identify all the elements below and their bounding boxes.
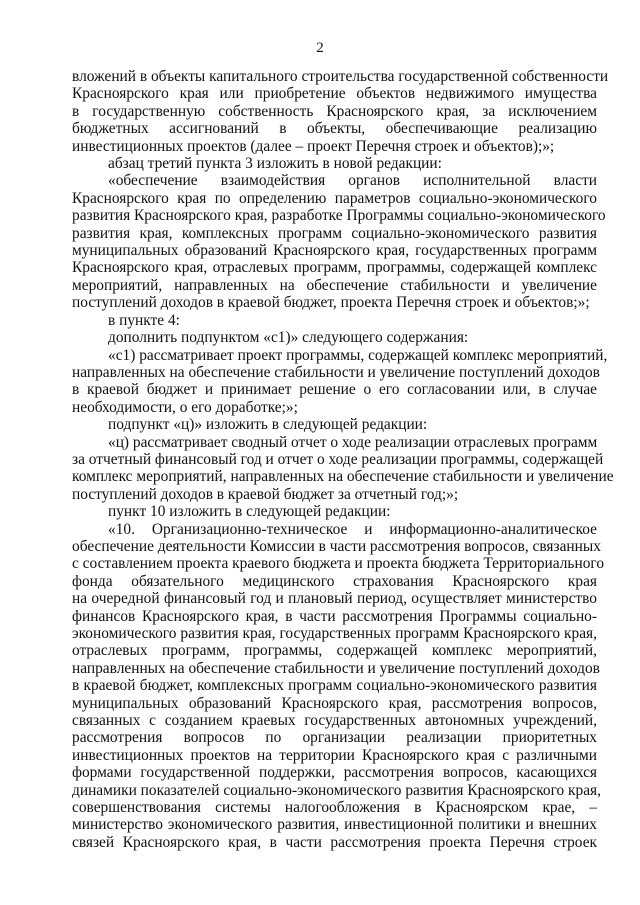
text-line: с составлением проекта краевого бюджета и проекта бюджета Территориального — [72, 555, 605, 573]
text-line: инвестиционных проектов (далее – проект Перечня строек и объектов);»; — [72, 137, 555, 155]
text-line: «10. Организационно-техническое и информационно-аналитическое — [108, 520, 597, 538]
text-line: Красноярского края по определению параметров социально-экономического — [72, 189, 597, 207]
text-line: инвестиционных проектов на территории Красноярского края с различными — [72, 746, 597, 764]
document-body — [72, 68, 614, 851]
text-line: развития Красноярского края, разработке Программы социально-экономического — [72, 207, 606, 225]
text-line: экономического развития края, государственных программ Красноярского края, — [72, 625, 597, 642]
text-line: абзац третий пункта 3 изложить в новой редакции: — [108, 155, 442, 173]
text-line: направленных на обеспечение стабильности и увеличение поступлений доходов — [72, 363, 600, 381]
text-line: муниципальных образований Красноярского края, рассмотрения вопросов, — [72, 694, 597, 712]
text-line: подпункт «ц)» изложить в следующей редакции: — [108, 416, 428, 434]
text-line: рассмотрения вопросов по организации реализации приоритетных — [72, 729, 597, 747]
text-line: Красноярского края или приобретение объектов недвижимого имущества — [72, 85, 597, 103]
text-line: «обеспечение взаимодействия органов исполнительной власти — [108, 172, 597, 190]
text-line: в государственную собственность Красноярского края, за исключением — [72, 102, 597, 120]
text-line: развития края, комплексных программ социально-экономического развития — [72, 224, 597, 242]
text-line: «ц) рассматривает сводный отчет о ходе реализации отраслевых программ — [108, 433, 598, 451]
text-line: за отчетный финансовый год и отчет о ходе реализации программы, содержащей — [72, 450, 604, 468]
text-line: финансов Красноярского края, в части рассмотрения Программы социально- — [72, 607, 597, 625]
text-line: в краевой бюджет и принимает решение о его согласовании или, в случае — [72, 381, 597, 399]
text-line: Красноярского края, отраслевых программ, программы, содержащей комплекс — [72, 259, 597, 277]
text-line: связанных с созданием краевых государственных автономных учреждений, — [72, 712, 597, 730]
text-line: совершенствования системы налогообложения в Красноярском крае, – — [72, 799, 597, 817]
text-line: формами государственной поддержки, рассмотрения вопросов, касающихся — [72, 764, 597, 782]
text-line: обеспечение деятельности Комиссии в части рассмотрения вопросов, связанных — [72, 537, 601, 555]
text-line: на очередной финансовый год и плановый период, осуществляет министерство — [72, 590, 597, 608]
text-line: отраслевых программ, программы, содержащей комплекс мероприятий, — [72, 642, 597, 660]
text-line: пункт 10 изложить в следующей редакции: — [108, 503, 391, 521]
text-line: фонда обязательного медицинского страхования Красноярского края — [72, 572, 597, 590]
text-line: необходимости, о его доработке;»; — [72, 398, 298, 416]
text-line: министерство экономического развития, инвестиционной политики и внешних — [72, 816, 597, 834]
text-line: дополнить подпунктом «с1)» следующего содержания: — [108, 329, 469, 347]
text-line: бюджетных ассигнований в объекты, обеспечивающие реализацию — [72, 120, 597, 138]
text-line: поступлений доходов в краевой бюджет, проекта Перечня строек и объектов;»; — [72, 294, 590, 312]
text-line: комплекс мероприятий, направленных на обеспечение стабильности и увеличение — [72, 468, 614, 486]
text-line: связей Красноярского края, в части рассмотрения проекта Перечня строек — [72, 833, 597, 851]
text-line: муниципальных образований Красноярского края, государственных программ — [72, 242, 597, 260]
text-line: поступлений доходов в краевой бюджет за отчетный год;»; — [72, 485, 459, 503]
text-line: направленных на обеспечение стабильности и увеличение поступлений доходов — [72, 659, 600, 677]
text-line: мероприятий, направленных на обеспечение стабильности и увеличение — [72, 276, 597, 294]
text-line: динамики показателей социально-экономического развития Красноярского края, — [72, 781, 601, 799]
text-line: в пункте 4: — [108, 311, 180, 329]
text-line: в краевой бюджет, комплексных программ социально-экономического развития — [72, 677, 597, 695]
text-line: «с1) рассматривает проект программы, содержащей комплекс мероприятий, — [108, 346, 608, 364]
page-number: 2 — [316, 40, 324, 56]
text-line: вложений в объекты капитального строительства государственной собственности — [72, 68, 609, 85]
